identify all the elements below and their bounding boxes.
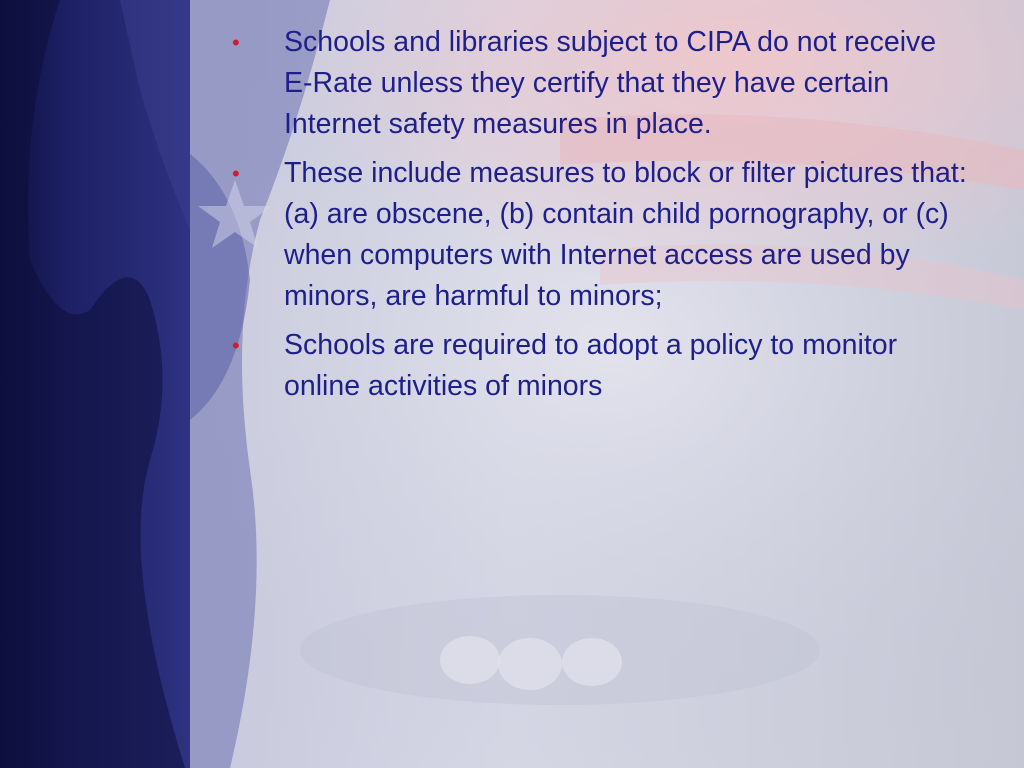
bullet-list <box>228 22 968 407</box>
bullet-text: These include measures to block or filter pictures that: (a) are obscene, (b) contain child pornography, or (c) when computers with Internet access are used by minors, are harmful to minors; <box>284 157 967 312</box>
slide-content <box>228 22 968 415</box>
bullet-item <box>228 22 968 145</box>
bullet-text: Schools are required to adopt a policy to monitor online activities of minors <box>284 329 898 402</box>
bullet-text: Schools and libraries subject to CIPA do not receive E-Rate unless they certify that they have certain Internet safety measures in place. <box>284 26 937 140</box>
bullet-item <box>228 153 968 317</box>
bullet-item <box>228 325 968 407</box>
bullet-icon: • <box>232 161 240 186</box>
bullet-icon: • <box>232 333 240 358</box>
bullet-icon: • <box>232 30 240 55</box>
